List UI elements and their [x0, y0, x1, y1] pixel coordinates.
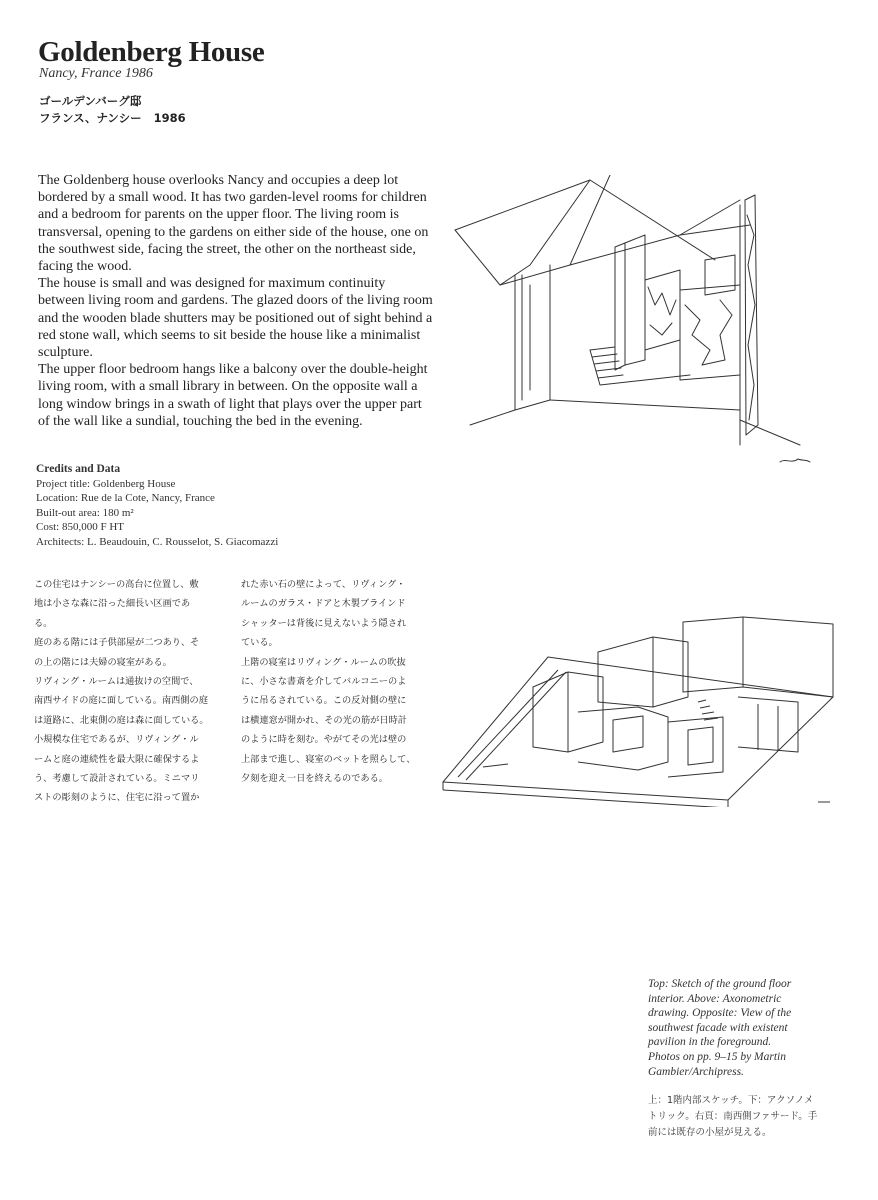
jp-line: この住宅はナンシーの高台に位置し、敷	[34, 579, 199, 590]
jp-line: の上の階には夫婦の寝室がある。	[34, 656, 172, 668]
body-paragraph: The Goldenberg house overlooks Nancy and occupies a deep lot bordered by a small wood. It has two garden-level rooms for children and a bedroom for parents on the upper floor. The living room is transversal, opening to the gardens on either side of the house, one on the southwest side, facing the street, the other on the northeast side, facing the wood.	[38, 173, 429, 275]
caption-jp-line: トリック。右頁：南西側ファサード。手	[648, 1111, 818, 1122]
jp-line: 庭のある階には子供部屋が二つあり、そ	[34, 637, 200, 649]
axonometric-drawing-figure	[438, 612, 843, 807]
credits-line: Built-out area: 180 m²	[36, 506, 134, 519]
caption-line: interior. Above: Axonometric	[648, 992, 782, 1005]
page-title: Goldenberg House	[38, 36, 265, 68]
japanese-body-column-1	[34, 575, 209, 808]
figure-caption-japanese	[648, 1093, 838, 1141]
figure-caption	[648, 977, 843, 1079]
credits-block	[36, 462, 278, 550]
caption-line: Top: Sketch of the ground floor	[648, 978, 792, 990]
jp-line: る。	[34, 617, 53, 629]
jp-line: 夕刻を迎え一日を終えるのである。	[241, 773, 388, 785]
jp-line: 上階の寝室はリヴィング・ルームの吹抜	[241, 656, 406, 668]
jp-line: 小規模な住宅であるが、リヴィング・ル	[34, 734, 199, 746]
caption-line: Gambier/Archipress.	[648, 1065, 744, 1078]
caption-jp-line: 前には既存の小屋が見える。	[648, 1127, 772, 1138]
jp-line: う、考慮して設計されている。ミニマリ	[34, 773, 200, 785]
jp-line: は道路に、北東側の庭は森に面している。	[34, 714, 209, 726]
location-year: Nancy, France 1986	[39, 66, 153, 81]
interior-sketch-figure	[440, 175, 840, 475]
japanese-body-column-2	[241, 575, 415, 788]
body-paragraph: The house is small and was designed for maximum continuity between living room and gardens. The glazed doors of the living room and the wooden blade shutters may be positioned out of sight behind a red stone wall, which seems to sit beside the house like a minimalist sculpture.	[38, 276, 433, 361]
jp-line: ている。	[241, 637, 278, 649]
jp-line: は横連窓が開かれ、その光の筋が日時計	[241, 714, 407, 726]
jp-line: ルームのガラス・ドアと木製ブラインド	[241, 598, 406, 610]
jp-line: 南西サイドの庭に面している。南西側の庭	[34, 695, 208, 707]
credits-line: Project title: Goldenberg House	[36, 477, 176, 490]
japanese-title-line: フランス、ナンシー 1986	[39, 111, 186, 125]
jp-line: シャッターは背後に見えないよう隠され	[241, 617, 407, 629]
body-paragraph: The upper floor bedroom hangs like a balcony over the double-height living room, with a small library in between. On the opposite wall a long window brings in a swath of light that plays over the upper part of the wall like a sundial, touching the bed in the evening.	[38, 362, 428, 429]
credits-line: Cost: 850,000 F HT	[36, 521, 125, 534]
jp-line: 地は小さな森に沿った細長い区画であ	[34, 598, 191, 610]
jp-line: れた赤い石の壁によって、リヴィング・	[241, 579, 406, 590]
jp-line: のように時を刻む。やがてその光は壁の	[241, 734, 407, 746]
japanese-title	[39, 93, 186, 127]
jp-line: リヴィング・ルームは通抜けの空間で、	[34, 676, 199, 688]
credits-line: Architects: L. Beaudouin, C. Rousselot, S. Giacomazzi	[36, 535, 279, 548]
jp-line: うに吊るされている。この反対側の壁に	[241, 695, 407, 707]
jp-line: ームと庭の連続性を最大限に確保するよ	[34, 753, 200, 765]
caption-line: Photos on pp. 9–15 by Martin	[648, 1050, 786, 1063]
jp-line: に、小さな書斎を介してバルコニーのよ	[241, 676, 407, 688]
credits-heading: Credits and Data	[36, 463, 121, 475]
japanese-title-line: ゴールデンバーグ邸	[39, 94, 142, 108]
caption-line: pavilion in the foreground.	[648, 1036, 772, 1049]
jp-line: ストの彫刻のように、住宅に沿って置か	[34, 792, 200, 804]
credits-line: Location: Rue de la Cote, Nancy, France	[36, 492, 215, 505]
english-body	[38, 172, 433, 430]
caption-line: southwest facade with existent	[648, 1021, 788, 1034]
jp-line: 上部まで進し、寝室のベットを照らして、	[241, 753, 416, 765]
caption-line: drawing. Opposite: View of the	[648, 1007, 792, 1020]
caption-jp-line: 上：1階内部スケッチ。下：アクソノメ	[648, 1095, 814, 1106]
